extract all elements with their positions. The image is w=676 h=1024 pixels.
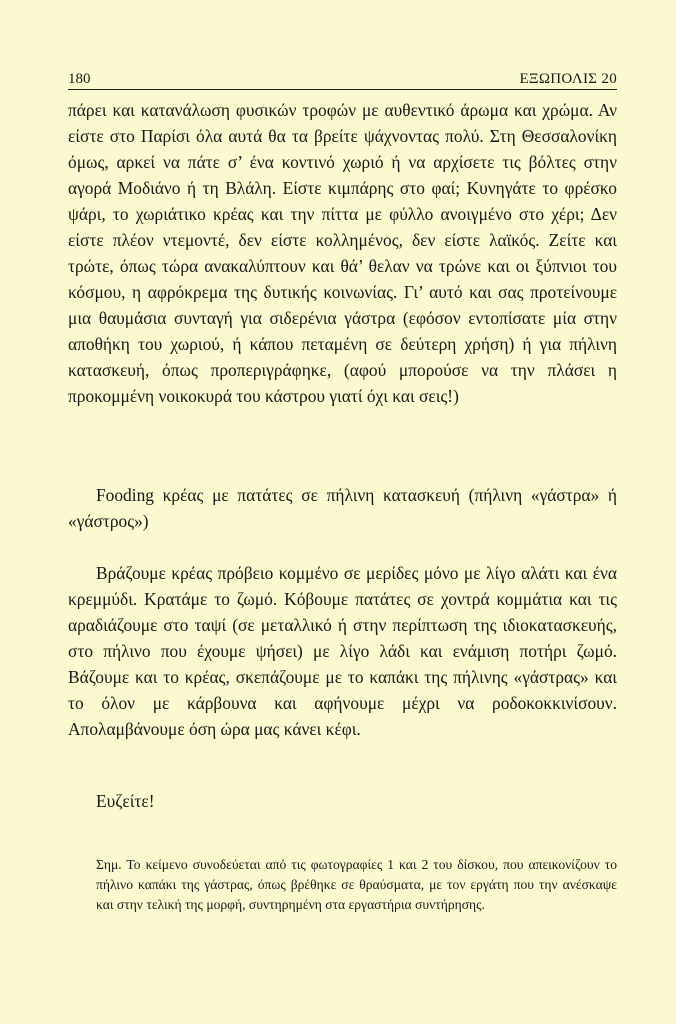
footnote: Σημ. Το κείμενο συνοδεύεται από τις φωτογραφίες 1 και 2 του δίσκου, που απεικονίζουν το πήλινο καπάκι της γάστρας, όπως βρέθηκε σε θραύσματα, με τον εργάτη που την ανέσκαψε και στην τελική της μορφή, συντηρημένη στα εργαστήρια συντήρησης. [96, 857, 617, 912]
running-title: ΕΞΩΠΟΛΙΣ 20 [519, 71, 617, 87]
recipe-instructions: Βράζουμε κρέας πρόβειο κομμένο σε μερίδες μόνο με λίγο αλάτι και ένα κρεμμύδι. Κρατάμε το ζωμό. Κόβουμε πατάτες σε χοντρά κομμάτια και τις αραδιάζουμε στο ταψί (σε μεταλλικό ή στην περίπτωση της ιδιοκατασκευής, στο πήλινο που έχουμε ψήσει) με λίγο λάδι και ενάμιση ποτήρι ζωμό. Βάζουμε και το κρέας, σκεπάζουμε με το καπάκι της πήλινης «γάστρας» και το όλον με κάρβουνα και αφήνουμε μέχρι να ροδοκοκκινίσουν. Απολαμβάνουμε όση ώρα μας κάνει κέφι. [68, 563, 617, 739]
page-header [68, 70, 617, 88]
paragraph-intro: πάρει και κατανάλωση φυσικών τροφών με αυθεντικό άρωμα και χρώμα. Αν είστε στο Παρίσι όλα αυτά θα τα βρείτε ψάχνοντας πολύ. Στη Θεσσαλονίκη όμως, αρκεί να πάτε σ’ ένα κοντινό χωριό ή να αρχίσετε τις βόλτες στην αγορά Μοδιάνο ή τη Βλάλη. Είστε κιμπάρης στο φαί; Κυνηγάτε το φρέσκο ψάρι, το χωριάτικο κρέας και την πίττα με φύλλο ανοιγμένο στο χέρι; Δεν είστε πλέον ντεμοντέ, δεν είστε κολλημένος, δεν είστε λαϊκός. Ζείτε και τρώτε, όπως τώρα ανακαλύπτουν και θά’ θελαν να τρώνε και οι ξύπνιοι του κόσμου, η αφρόκρεμα της δυτικής κοινωνίας. Γι’ αυτό και σας προτείνουμε μια θαυμάσια συνταγή για σιδερένια γάστρα (εφόσον εντοπίσατε μία στην αποθήκη του χωριού, ή κάπου πεταμένη σε δεύτερη χρήση) ή για πήλινη κατασκευή, όπως προπεριγράφηκε, (αφού μπορούσε να την πλάσει η προκομμένη νοικοκυρά του κάστρου γιατί όχι και σεις!) [68, 100, 617, 406]
closing-wish: Ευζείτε! [96, 791, 155, 811]
recipe-title: Fooding κρέας με πατάτες σε πήλινη κατασκευή (πήλινη «γάστρα» ή «γάστρος») [68, 485, 617, 531]
page-number: 180 [68, 71, 91, 87]
header-rule [68, 89, 617, 90]
